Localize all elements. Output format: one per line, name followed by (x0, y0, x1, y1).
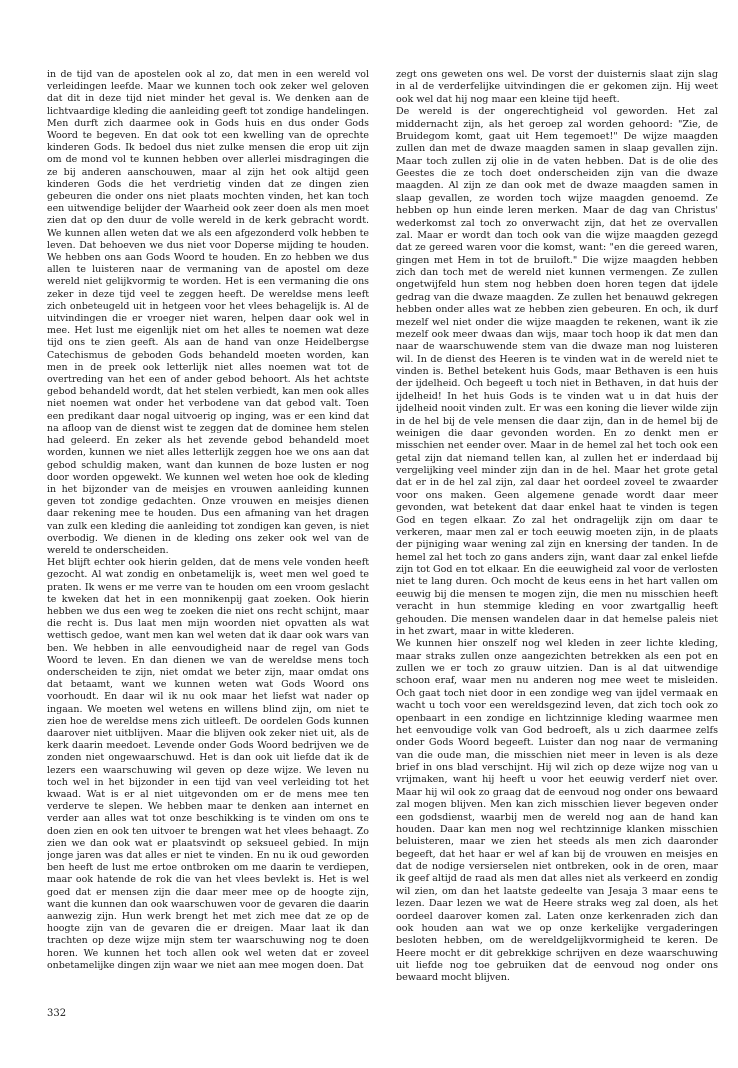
right-paragraph-1: zegt ons geweten ons wel. De vorst der duisternis slaat zijn slag in al de verderfelijke uitvindingen die er gekomen zijn. Hij weet ook wel dat hij nog maar een kleine tijd heeft. (396, 69, 718, 105)
right-paragraph-2: De wereld is der ongerechtigheid vol geworden. Het zal middernacht zijn, als het geroep zal worden gehoord: "Zie, de Bruidegom komt, gaat uit Hem tegemoet!" De wijze maagden zullen dan met de dwaze maagden samen in slaap gevallen zijn. Maar toch zullen zij olie in de vaten hebben. Dat is de olie des Geestes die ze toch doet onderscheiden zijn van die dwaze maagden. Al zijn ze dan ook met de dwaze maagden samen in slaap gevallen, ze worden toch wijze maagden genoemd. Ze hebben op hun einde leren merken. Maar de dag van Christus' wederkomst zal toch zo onverwacht zijn, dat het ze overvallen zal. Maar er wordt dan toch ook van die wijze maagden gezegd dat ze gereed waren voor die komst, want: "en die gereed waren, gingen met Hem in tot de bruiloft." Die wijze maagden hebben zich dan toch met de wereld niet kunnen vermengen. Ze zullen ongetwijfeld hun stem nog hebben doen horen tegen dat ijdele gedrag van die dwaze maagden. Ze zullen het benauwd gekregen hebben onder alles wat ze hebben zien gebeuren. En och, ik durf mezelf wel niet onder die wijze maagden te rekenen, want ik zie mezelf ook meer dwaas dan wijs, maar toch hoop ik dat men dan naar de waarschuwende stem van die dwaze man nog luisteren wil. In de dienst des Heeren is te vinden wat in de wereld niet te vinden is. Bethel betekent huis Gods, maar Bethaven is een huis der ijdelheid. Och begeeft u toch niet in Bethaven, in dat huis der ijdelheid! In het huis Gods is te vinden wat u in dat huis der ijdelheid nooit vinden zult. Er was een koning die liever wilde zijn in de hel bij de vele mensen die daar zijn, dan in de hemel bij de weinigen die daar gevonden worden. En zo denkt men er misschien net eender over. Maar in de hemel zal het toch ook een getal zijn dat niemand tellen kan, al zullen het er inderdaad bij vergelijking veel minder zijn dan in de hel. Maar het grote getal dat er in de hel zal zijn, zal daar het oordeel zoveel te zwaarder voor ons maken. Geen algemene genade wordt daar meer gevonden, wat betekent dat daar enkel haat te vinden is tegen God en tegen elkaar. Zo zal het ondragelijk zijn om daar te verkeren, maar men zal er toch eeuwig moeten zijn, in de plaats der pijniging waar wening zal zijn en knersing der tanden. In de hemel zal het toch zo gans anders zijn, want daar zal enkel liefde zijn tot God en tot elkaar. En die eeuwigheid zal voor de verlosten niet te lang duren. Och mocht de keus eens in het hart vallen om eeuwig bij die mensen te mogen zijn, die men nu misschien heeft veracht in hun stemmige kleding en voor zwartgallig heeft gehouden. Die mensen wandelen daar in dat hemelse paleis niet in het zwart, maar in witte klederen. (396, 106, 718, 637)
left-column (47, 69, 369, 984)
page-number: 332 (47, 1008, 67, 1019)
right-column (396, 69, 718, 984)
left-paragraph-2: Het blijft echter ook hierin gelden, dat de mens vele vonden heeft gezocht. Al wat zondig en onbetamelijk is, weet men wel goed te praten. Ik wens er me verre van te houden om een vroom geslacht te kweken dat het in een monnikenpij gaat zoeken. Ook hierin hebben we dus een weg te zoeken die niet ons recht schijnt, maar die recht is. Dus laat men mijn woorden niet opvatten als wat wettisch gedoe, want men kan wel weten dat ik daar ook wars van ben. We hebben in alle eenvoudigheid naar de regel van Gods Woord te leven. En dan dienen we van de wereldse mens toch onderscheiden te zijn, niet omdat we beter zijn, maar omdat ons dat betaamt, want we kunnen weten wat Gods Woord ons voorhoudt. En daar wil ik nu ook maar het liefst wat nader op ingaan. We moeten wel wetens en willens blind zijn, om niet te zien hoe de wereldse mens zich uitleeft. De oordelen Gods kunnen daarover niet uitblijven. Maar die blijven ook zeker niet uit, als de kerk daarin meedoet. Levende onder Gods Woord bedrijven we de zonden niet ongewaarschuwd. Het is dan ook uit liefde dat ik de lezers een waarschuwing wil geven op deze wijze. We leven nu toch wel in het bijzonder in een tijd van veel verleiding tot het kwaad. Wat is er al niet uitgevonden om er de mens mee ten verderve te slepen. We hebben maar te denken aan internet en verder aan alles wat tot onze beschikking is te vinden om ons te doen zien en ook ten uitvoer te brengen wat het vlees behaagt. Zo zien we dan ook wat er plaatsvindt op seksueel gebied. In mijn jonge jaren was dat alles er niet te vinden. En nu ik oud geworden ben heeft de lust me ertoe ontbroken om me daarin te verdiepen, maar ook hatende de rok die van het vlees bevlekt is. Het is wel goed dat er mensen zijn die daar meer mee op de hoogte zijn, want die kunnen dan ook waarschuwen voor de gevaren die daarin aanwezig zijn. Hun werk brengt het met zich mee dat ze op de hoogte zijn van de gevaren die er dreigen. Maar laat ik dan trachten op deze wijze mijn stem ter waarschuwing nog te doen horen. We kunnen het toch allen ook wel weten dat er zoveel onbetamelijke dingen zijn waar we niet aan mee mogen doen. Dat (47, 557, 369, 971)
right-paragraph-3: We kunnen hier onszelf nog wel kleden in zeer lichte kleding, maar straks zullen onze aangezichten betrekken als een pot en zullen we er toch zo grauw uitzien. Dan is al dat uitwendige schoon eraf, waar men nu anderen nog mee weet te misleiden. Och gaat toch niet door in een zondige weg van ijdel vermaak en wacht u toch voor een wereldsgezind leven, dat zich toch ook zo openbaart in een zondige en lichtzinnige kleding waarmee men het eenvoudige volk van God bedroeft, als u zich daarmee zelfs onder Gods Woord begeeft. Luister dan nog naar de vermaning van die oude man, die misschien niet meer in leven is als deze brief in ons blad verschijnt. Hij wil zich op deze wijze nog van u vrijmaken, want hij heeft u voor het eeuwig verderf niet over. Maar hij wil ook zo graag dat de eenvoud nog onder ons bewaard zal mogen blijven. Men kan zich misschien liever begeven onder een godsdienst, waarbij men de wereld nog aan de hand kan houden. Daar kan men nog wel rechtzinnige klanken misschien beluisteren, maar we zien het steeds als men zich daaronder begeeft, dat het haar er wel af kan bij de vrouwen en meisjes en dat de nodige versierselen niet ontbreken, ook in de oren, maar ik geef altijd de raad als men dat alles niet als verkeerd en zondig wil zien, om dan het laatste gedeelte van Jesaja 3 maar eens te lezen. Daar lezen we wat de Heere straks weg zal doen, als het oordeel daarover komen zal. Laten onze kerkenraden zich dan ook houden aan wat we op onze kerkelijke vergaderingen besloten hebben, om de wereldgelijkvormigheid te keren. De Heere mocht er dit gebrekkige schrijven en deze waarschuwing uit liefde nog toe gebruiken dat de eenvoud nog onder ons bewaard mocht blijven. (396, 638, 718, 984)
left-paragraph-1: in de tijd van de apostelen ook al zo, dat men in een wereld vol verleidingen leefde. Maar we kunnen toch ook zeker wel geloven dat dit in deze tijd niet minder het geval is. We denken aan de lichtvaardige kleding die aanleiding geeft tot zondige handelingen. Men durft zich daarmee ook in Gods huis en dus onder Gods Woord te begeven. En dat ook tot een kwelling van de oprechte kinderen Gods. Ik bedoel dus niet zulke mensen die erop uit zijn om de mond vol te kunnen hebben over allerlei misdragingen die ze bij anderen aanschouwen, maar al zijn het ook altijd geen kinderen Gods die het verdrietig vinden dat ze dingen zien gebeuren die onder ons niet plaats mochten vinden, het kan toch een uitwendige belijder der Waarheid ook zeer doen als men moet zien dat op den duur de volle wereld in de kerk gebracht wordt. We kunnen allen weten dat we als een afgezonderd volk hebben te leven. Dat behoeven we dus niet voor Doperse mijding te houden. We hebben ons aan Gods Woord te houden. En zo hebben we dus allen te luisteren naar de vermaning van de apostel om deze wereld niet gelijkvormig te worden. Het is een vermaning die ons zeker in deze tijd veel te zeggen heeft. De wereldse mens leeft zich onbeteugeld uit in hetgeen voor het vlees behagelijk is. Al de uitvindingen die er vroeger niet waren, helpen daar ook wel in mee. Het lust me eigenlijk niet om het alles te noemen wat deze tijd ons te zien geeft. Als aan de hand van onze Heidelbergse Catechismus de geboden Gods behandeld moeten worden, kan men in de preek ook letterlijk niet alles noemen wat tot de overtreding van het een of ander gebod behoort. Als het achtste gebod behandeld wordt, dat het stelen verbiedt, kan men ook alles niet noemen wat onder het verbodene van dat gebod valt. Toen een predikant daar nogal uitvoerig op inging, was er een kind dat na afloop van de dienst wist te zeggen dat de dominee hem stelen had geleerd. En zeker als het zevende gebod behandeld moet worden, kunnen we niet alles letterlijk zeggen hoe we ons aan dat gebod schuldig maken, want dan kunnen de boze lusten er nog door worden opgewekt. We kunnen wel weten hoe ook de kleding in het bijzonder van de meisjes en vrouwen aanleiding kunnen geven tot zondige gedachten. Onze vrouwen en meisjes dienen daar rekening mee te houden. Dus een afmaning van het dragen van zulk een kleding die aanleiding tot zondigen kan geven, is niet overbodig. We dienen in de kleding ons zeker ook wel van de wereld te onderscheiden. (47, 69, 369, 556)
